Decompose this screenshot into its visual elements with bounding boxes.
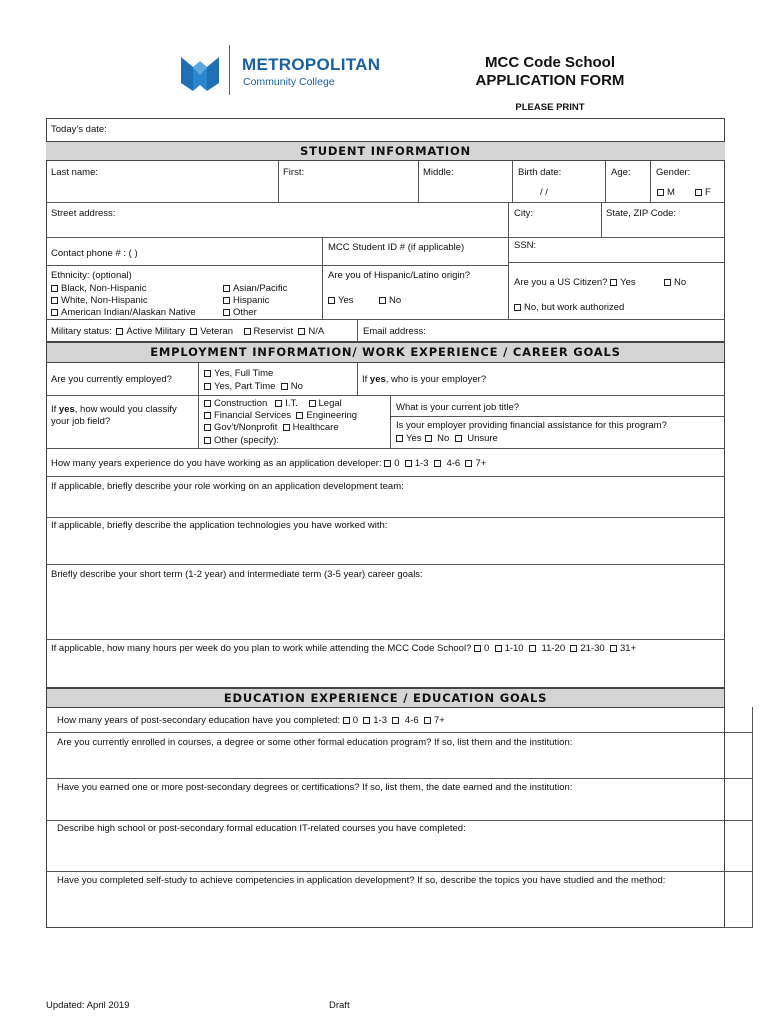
checkbox[interactable] [275, 400, 282, 407]
checkbox[interactable] [51, 285, 58, 292]
employer-field[interactable]: If yes, who is your employer? [362, 374, 487, 385]
citizen-yes-checkbox[interactable] [610, 279, 617, 286]
checkbox[interactable] [664, 279, 671, 286]
checkbox[interactable] [343, 717, 350, 724]
form-title-line2: APPLICATION FORM [475, 72, 625, 89]
checkbox[interactable] [465, 460, 472, 467]
enrolled-courses-field[interactable]: Are you currently enrolled in courses, a degree or some other formal education program? If so, list them and the institution: [57, 737, 573, 748]
gender-f-checkbox[interactable] [695, 189, 702, 196]
checkbox[interactable] [204, 400, 211, 407]
checkbox[interactable] [223, 309, 230, 316]
work-hours-question: If applicable, how many hours per week do you plan to work while attending the MCC Code School? 0 1-10 11-20 21-30 31+ [51, 643, 637, 654]
financial-assistance-question: Is your employer providing financial assistance for this program? [396, 420, 667, 431]
field-construction[interactable]: Construction [214, 398, 268, 409]
birth-date-field[interactable]: Birth date: [518, 167, 562, 178]
job-title-field[interactable]: What is your current job title? [396, 402, 520, 413]
checkbox[interactable] [328, 297, 335, 304]
hispanic-yes-option[interactable]: Yes [328, 295, 354, 307]
form-title-line1: MCC Code School [485, 54, 615, 71]
employment-heading: EMPLOYMENT INFORMATION/ WORK EXPERIENCE / CAREER GOALS [46, 342, 725, 363]
age-field[interactable]: Age: [611, 167, 631, 178]
field-engineering[interactable]: Engineering [306, 410, 358, 421]
citizen-no-option[interactable]: No [664, 277, 686, 289]
checkbox[interactable] [474, 645, 481, 652]
city-field[interactable]: City: [514, 208, 533, 219]
checkbox[interactable] [281, 383, 288, 390]
checkbox[interactable] [283, 424, 290, 431]
state-zip-field[interactable]: State, ZIP Code: [606, 208, 677, 219]
ssn-field[interactable]: SSN: [514, 240, 537, 251]
checkbox[interactable] [298, 328, 305, 335]
it-courses-field[interactable]: Describe high school or post-secondary formal education IT-related courses you have completed: [57, 823, 466, 834]
field-row-1 [204, 398, 342, 410]
checkbox[interactable] [51, 297, 58, 304]
dev-years-question: How many years experience do you have working as an application developer: 0 1-3 4-6 7+ [51, 458, 487, 469]
checkbox[interactable] [223, 285, 230, 292]
ethnicity-black-option[interactable]: Black, Non-Hispanic [51, 283, 147, 295]
ethnicity-other-option[interactable]: Other [223, 307, 257, 319]
field-financial[interactable]: Financial Services [214, 410, 292, 421]
checkbox[interactable] [425, 435, 432, 442]
hispanic-question: Are you of Hispanic/Latino origin? [328, 270, 471, 281]
todays-date-label[interactable]: Today’s date: [51, 124, 107, 135]
checkbox[interactable] [434, 460, 441, 467]
military-veteran-label[interactable]: Veteran [200, 326, 233, 337]
ethnicity-asian-option[interactable]: Asian/Pacific [223, 283, 287, 295]
financial-assistance-options: Yes No Unsure [396, 433, 498, 445]
checkbox[interactable] [570, 645, 577, 652]
checkbox[interactable] [514, 304, 521, 311]
checkbox[interactable] [204, 424, 211, 431]
birth-date-slashes: / / [540, 187, 548, 198]
first-name-field[interactable]: First: [283, 167, 305, 178]
education-heading: EDUCATION EXPERIENCE / EDUCATION GOALS [46, 688, 725, 708]
self-study-field[interactable]: Have you completed self-study to achieve competencies in application development? If so, describe the topics you have studied and the method: [57, 875, 666, 886]
updated-date: Updated: April 2019 [46, 1000, 130, 1011]
gender-m-option[interactable]: M [657, 187, 675, 199]
checkbox[interactable] [244, 328, 251, 335]
classify-question-line2: your job field? [51, 416, 111, 427]
military-active-label[interactable]: Active Military [126, 326, 185, 337]
checkbox[interactable] [384, 460, 391, 467]
middle-name-field[interactable]: Middle: [423, 167, 454, 178]
checkbox[interactable] [204, 437, 211, 444]
email-field[interactable]: Email address: [363, 326, 426, 337]
gender-m-checkbox[interactable] [657, 189, 664, 196]
ethnicity-native-option[interactable]: American Indian/Alaskan Native [51, 307, 196, 319]
citizen-work-authorized-option[interactable]: No, but work authorized [514, 302, 624, 314]
mcc-logo-icon [181, 47, 219, 95]
gender-f-option[interactable]: F [695, 187, 711, 199]
field-it[interactable]: I.T. [285, 398, 298, 409]
checkbox[interactable] [396, 435, 403, 442]
checkbox[interactable] [223, 297, 230, 304]
hispanic-no-option[interactable]: No [379, 295, 401, 307]
military-status-row: Military status: Active Military Veteran Reservist N/A [51, 326, 325, 337]
contact-phone-field[interactable]: Contact phone # : ( ) [51, 248, 138, 259]
checkbox[interactable] [455, 435, 462, 442]
career-goals-field[interactable]: Briefly describe your short term (1-2 year) and intermediate term (3-5 year) career goals: [51, 569, 423, 580]
employed-question: Are you currently employed? [51, 374, 172, 385]
checkbox[interactable] [495, 645, 502, 652]
ethnicity-hispanic-option[interactable]: Hispanic [223, 295, 269, 307]
field-healthcare[interactable]: Healthcare [292, 422, 339, 433]
employed-parttime-option[interactable]: Yes, Part Time No [204, 381, 303, 393]
checkbox[interactable] [363, 717, 370, 724]
logo-name: METROPOLITAN [242, 55, 381, 74]
degrees-earned-field[interactable]: Have you earned one or more post-secondary degrees or certifications? If so, list them, the date earned and the institution: [57, 782, 573, 793]
technologies-field[interactable]: If applicable, briefly describe the application technologies you have worked with: [51, 520, 388, 531]
field-other-option[interactable]: Other (specify): [204, 435, 279, 447]
checkbox[interactable] [405, 460, 412, 467]
post-secondary-years-question: How many years of post-secondary education have you completed: 0 1-3 4-6 7+ [57, 715, 445, 726]
logo-subtitle: Community College [243, 76, 335, 88]
checkbox[interactable] [204, 383, 211, 390]
please-print: PLEASE PRINT [515, 102, 585, 113]
field-legal[interactable]: Legal [318, 398, 342, 409]
classify-question: If yes, how would you classify [51, 404, 177, 415]
military-na-label[interactable]: N/A [308, 326, 325, 337]
checkbox[interactable] [204, 370, 211, 377]
ethnicity-label: Ethnicity: (optional) [51, 270, 132, 281]
field-govt[interactable]: Gov’t/Nonprofit [214, 422, 278, 433]
logo [181, 45, 381, 95]
checkbox[interactable] [116, 328, 123, 335]
student-info-heading: STUDENT INFORMATION [46, 141, 725, 161]
checkbox[interactable] [424, 717, 431, 724]
checkbox[interactable] [379, 297, 386, 304]
checkbox[interactable] [204, 412, 211, 419]
checkbox[interactable] [392, 717, 399, 724]
student-id-field[interactable]: MCC Student ID # (if applicable) [328, 242, 465, 253]
field-row-2 [204, 410, 357, 422]
checkbox[interactable] [309, 400, 316, 407]
checkbox[interactable] [190, 328, 197, 335]
checkbox[interactable] [529, 645, 536, 652]
street-address-field[interactable]: Street address: [51, 208, 116, 219]
role-description-field[interactable]: If applicable, briefly describe your role working on an application development team: [51, 481, 404, 492]
draft-label: Draft [329, 1000, 350, 1011]
ethnicity-white-option[interactable]: White, Non-Hispanic [51, 295, 148, 307]
military-reservist-label[interactable]: Reservist [253, 326, 294, 337]
checkbox[interactable] [296, 412, 303, 419]
checkbox[interactable] [610, 645, 617, 652]
citizen-question: Are you a US Citizen? Yes [514, 277, 636, 288]
field-row-3 [204, 422, 339, 434]
gender-label: Gender: [656, 167, 691, 178]
checkbox[interactable] [51, 309, 58, 316]
employed-fulltime-option[interactable]: Yes, Full Time [204, 368, 273, 380]
last-name-field[interactable]: Last name: [51, 167, 98, 178]
